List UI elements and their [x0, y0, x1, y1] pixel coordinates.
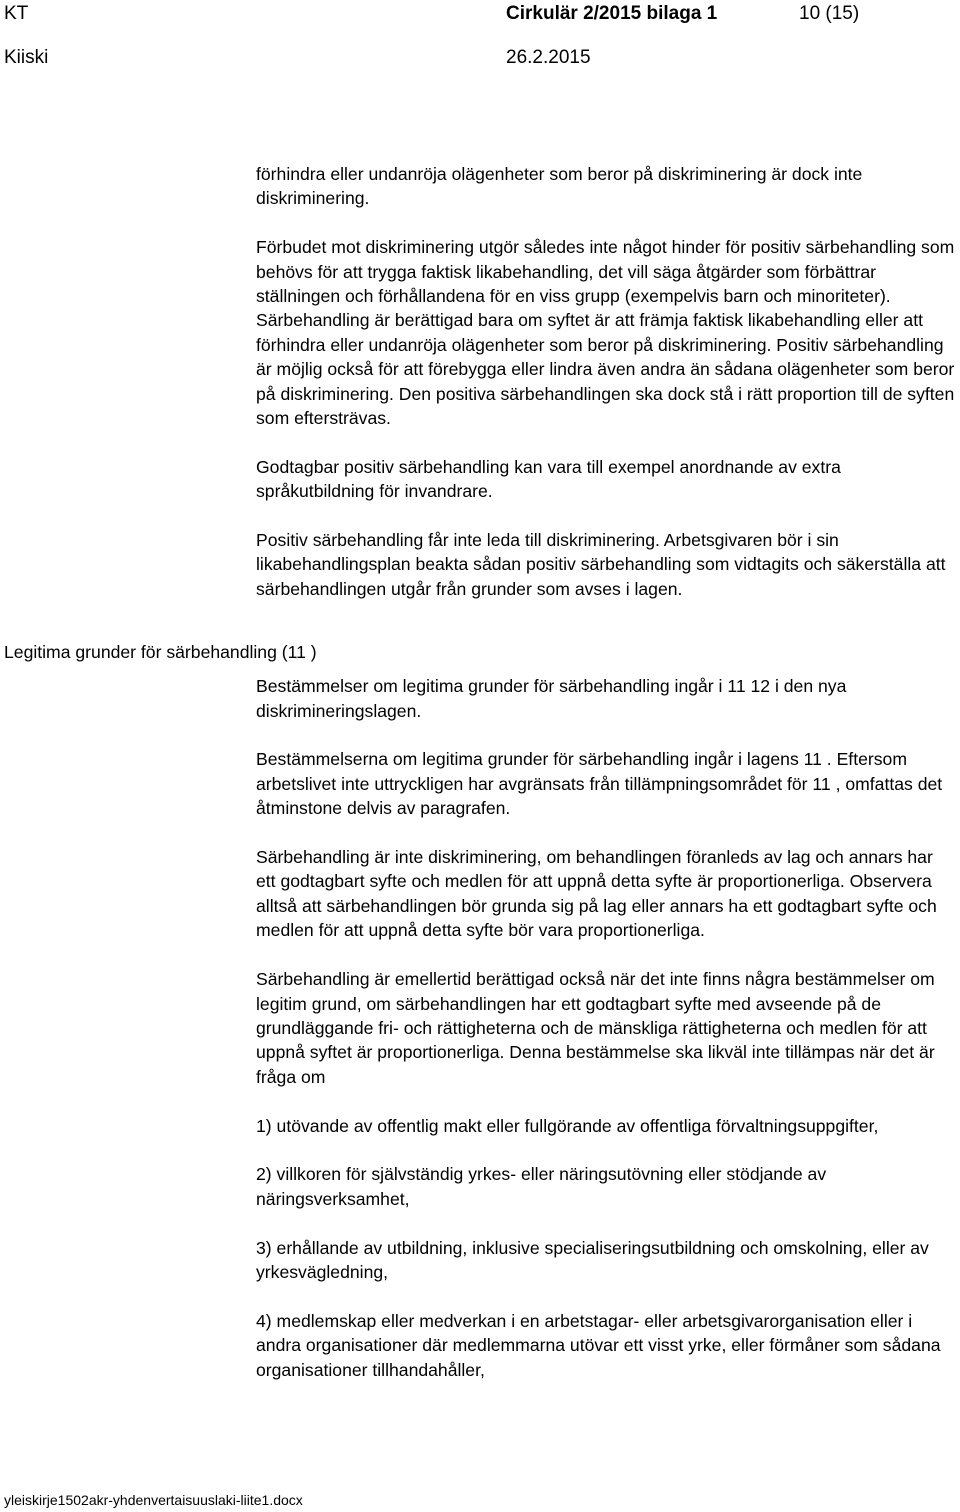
paragraph: Särbehandling är inte diskriminering, om behandlingen föranleds av lag och annars har ett godtagbart syfte och medlen för att uppnå detta syfte är proportionerliga. Observera alltså att särbehandlingen bör grunda sig på lag eller annars ha ett godtagbart syfte och medlen för att uppnå detta syfte bör vara proportionerliga.	[256, 847, 937, 941]
header-date: 26.2.2015	[506, 47, 591, 68]
header-page-number: 10 (15)	[799, 3, 860, 24]
header-org: KT	[4, 3, 29, 24]
header-author: Kiiski	[4, 47, 49, 68]
list-item: 4) medlemskap eller medverkan i en arbetstagar- eller arbetsgivarorganisation eller i andra organisationer där medlemmarna utövar ett visst yrke, eller förmåner som sådana organisationer tillhandahåller,	[256, 1310, 941, 1380]
header-doc-title: Cirkulär 2/2015 bilaga 1	[506, 3, 718, 24]
paragraph: Bestämmelserna om legitima grunder för särbehandling ingår i lagens 11 . Eftersom arbetslivet inte uttryckligen har avgränsats från tillämpningsområdet för 11 , omfattas det åtminstone delvis av paragrafen.	[256, 749, 943, 819]
paragraph: Positiv särbehandling får inte leda till diskriminering. Arbetsgivaren bör i sin likabehandlingsplan beakta sådan positiv särbehandling som vidtagits och säkerställa att särbehandlingen utgår från grunder som avses i lagen.	[256, 530, 946, 599]
body-text	[256, 162, 956, 1382]
list-item: 2) villkoren för självständig yrkes- eller näringsutövning eller stödjande av näringsverksamhet,	[256, 1164, 827, 1209]
page-footer: yleiskirje1502akr-yhdenvertaisuuslaki-liite1.docx	[4, 1492, 303, 1508]
paragraph: Godtagbar positiv särbehandling kan vara till exempel anordnande av extra språkutbildning för invandrare.	[256, 456, 841, 502]
list-item: 1) utövande av offentlig makt eller fullgörande av offentliga förvaltningsuppgifter,	[256, 1115, 879, 1136]
paragraph: Förbudet mot diskriminering utgör således inte något hinder för positiv särbehandling som behövs för att trygga faktisk likabehandling, det vill säga åtgärder som förbättrar ställningen och förhållandena för en viss grupp (exempelvis barn och minoriteter). Särbehandling är berättigad bara om syftet är att främja faktisk likabehandling eller att förhindra eller undanröja olägenheter som beror på diskriminering. Positiv särbehandling är möjlig också för att förebygga eller lindra även andra än sådana olägenheter som beror på diskriminering. Den positiva särbehandlingen ska dock stå i rätt proportion till de syften som eftersträvas.	[256, 237, 955, 429]
paragraph: förhindra eller undanröja olägenheter som beror på diskriminering är dock inte diskriminering.	[256, 164, 863, 209]
paragraph: Särbehandling är emellertid berättigad också när det inte finns några bestämmelser om legitim grund, om särbehandlingen har ett godtagbart syfte med avseende på de grundläggande fri- och rättigheterna och de mänskliga rättigheterna och medlen för att uppnå syftet är proportionerliga. Denna bestämmelse ska likväl inte tillämpas när det är fråga om	[256, 969, 935, 1087]
list-item: 3) erhållande av utbildning, inklusive specialiseringsutbildning och omskolning, eller av yrkesvägledning,	[256, 1237, 929, 1282]
side-heading: Legitima grunder för särbehandling (11 )	[4, 642, 317, 662]
paragraph: Bestämmelser om legitima grunder för särbehandling ingår i 11 12 i den nya diskrimineringslagen.	[256, 676, 847, 721]
